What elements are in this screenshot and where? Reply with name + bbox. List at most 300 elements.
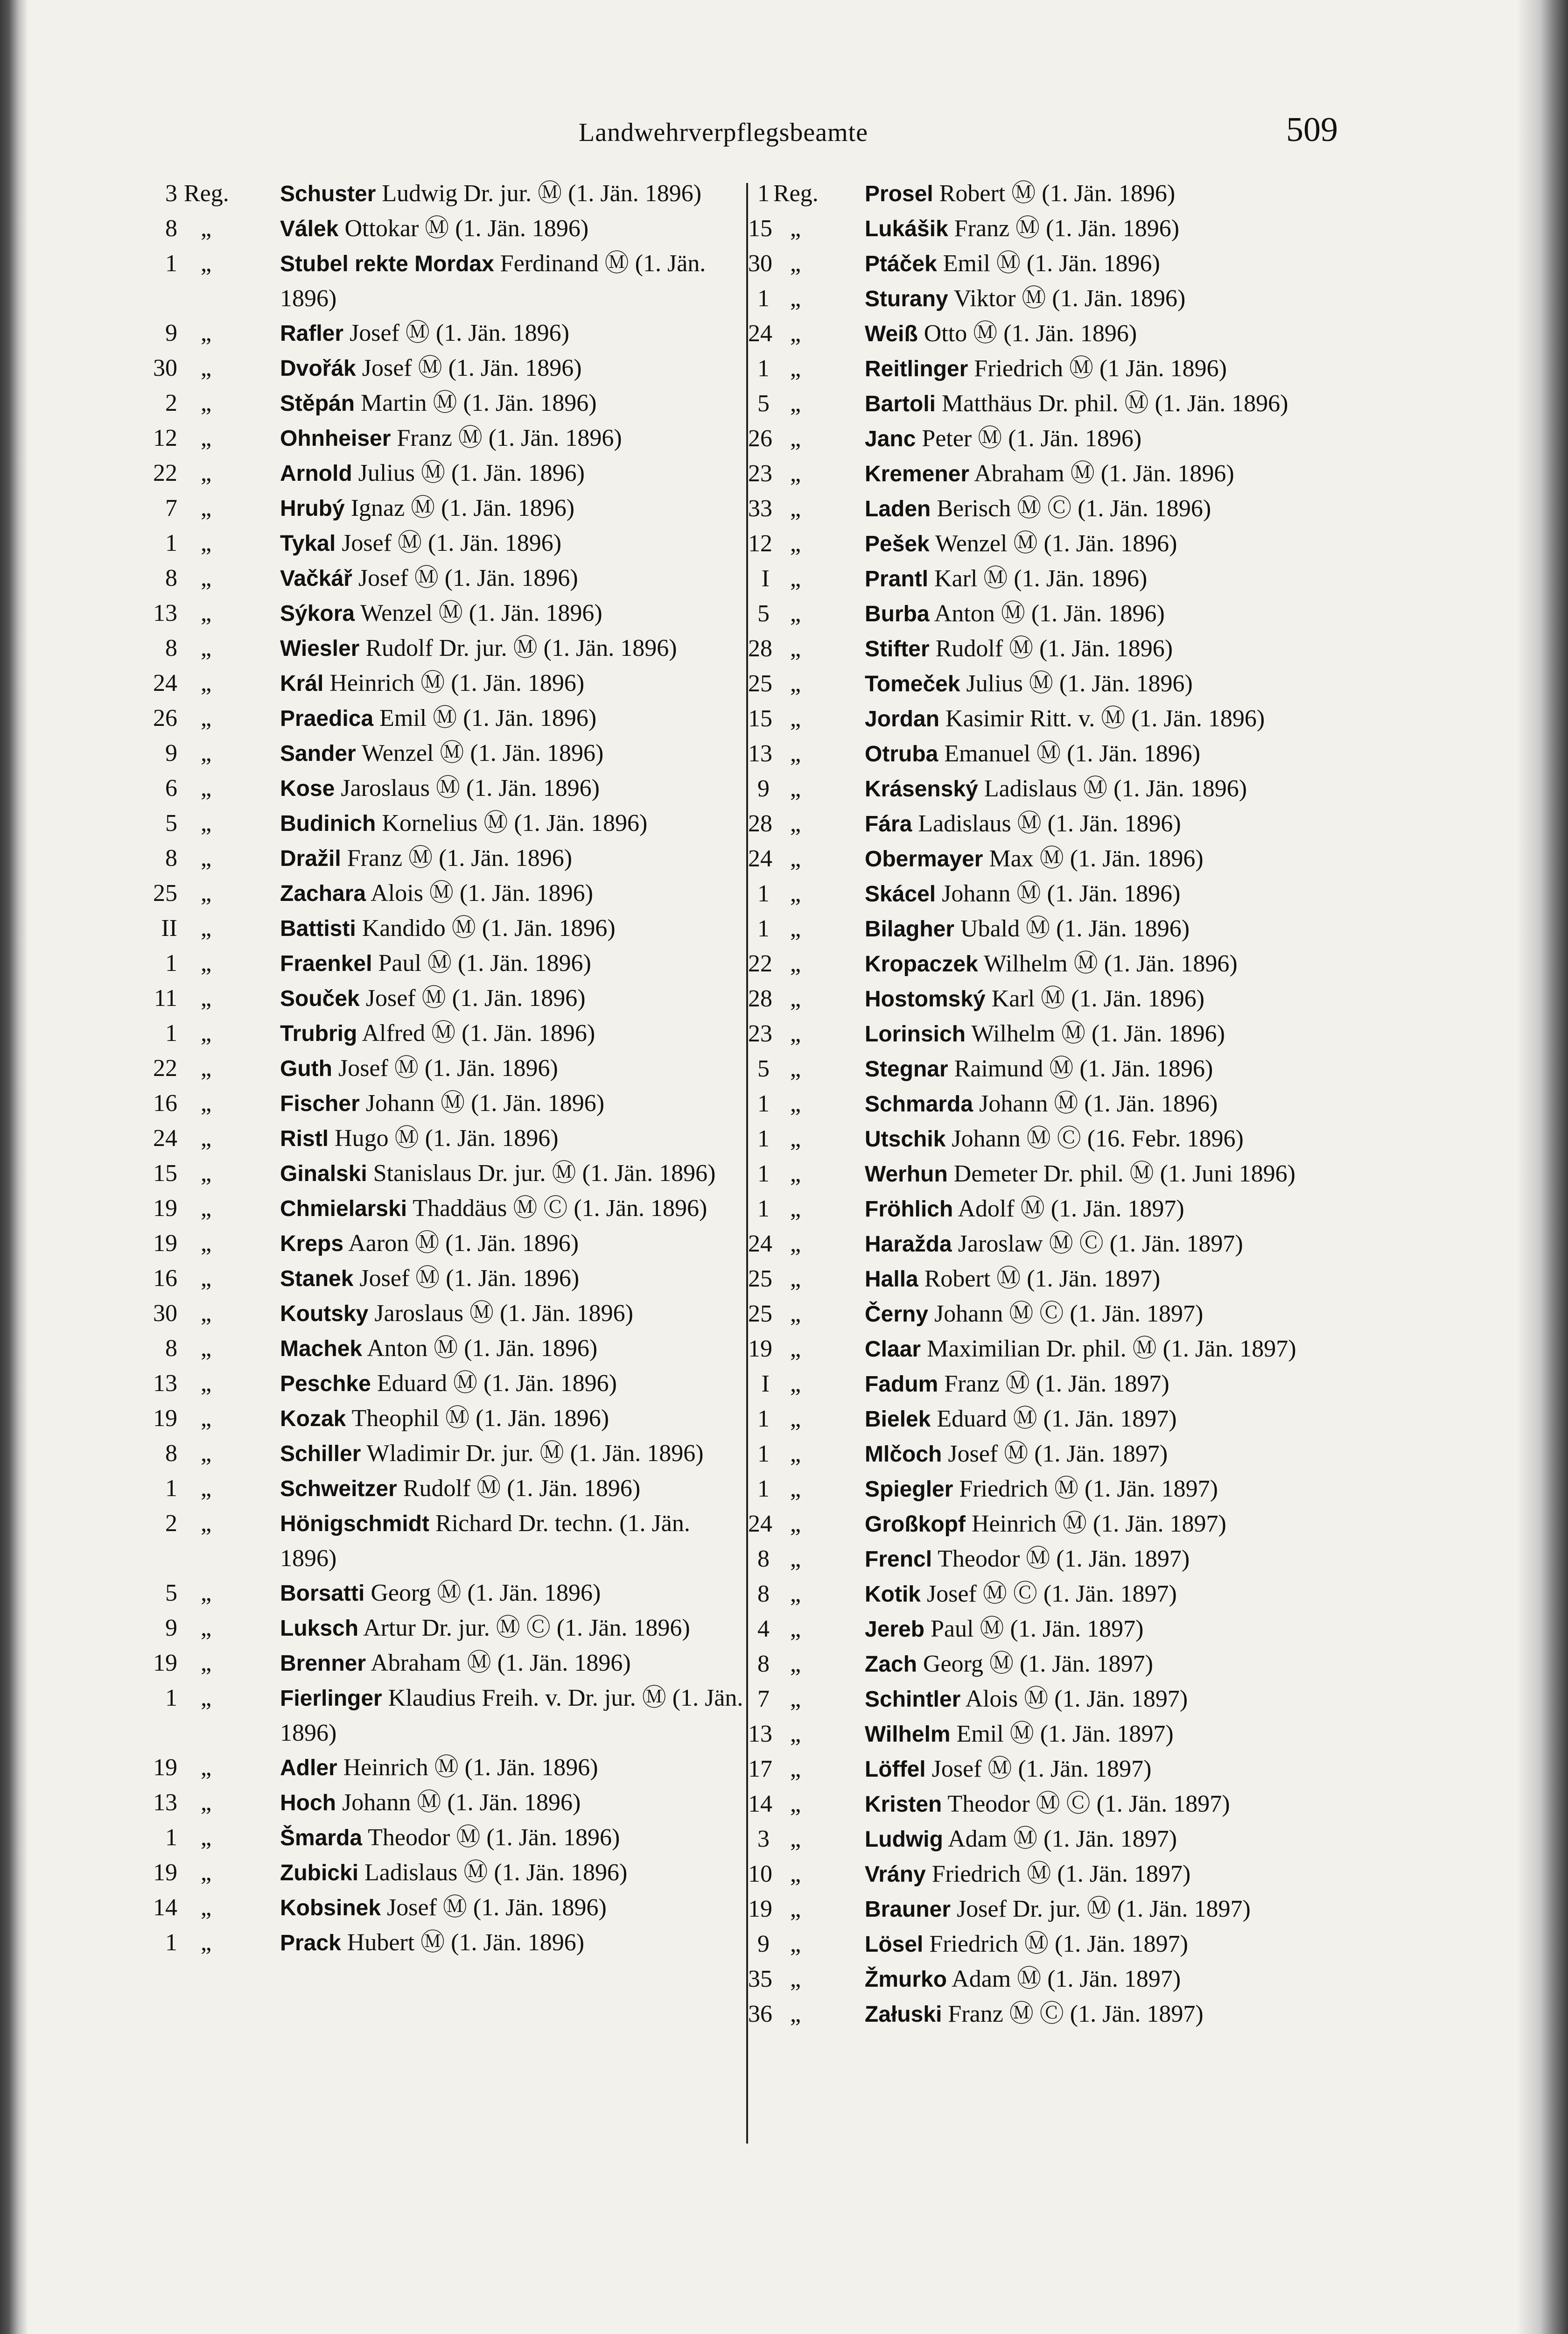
entry-text	[865, 1857, 1350, 1892]
regiment-number: 1	[757, 1406, 770, 1432]
regiment-number: 30	[153, 355, 177, 381]
entry-text	[865, 1262, 1350, 1297]
list-item	[145, 176, 751, 211]
surname: Battisti	[280, 916, 356, 941]
surname: Stegnar	[865, 1057, 948, 1082]
entry-details: Johann Ⓜ (1. Jän. 1896)	[342, 1789, 581, 1816]
list-item	[748, 1962, 1355, 1997]
list-item	[145, 526, 751, 561]
surname: Schweitzer	[280, 1476, 397, 1501]
surname: Ristl	[280, 1126, 329, 1151]
regiment-label: „	[790, 1125, 801, 1152]
regiment-number: 13	[748, 740, 772, 767]
entry-details: Max Ⓜ (1. Jän. 1896)	[989, 845, 1204, 872]
regiment-label: „	[790, 1581, 801, 1607]
entry-details: Abraham Ⓜ (1. Jän. 1896)	[371, 1650, 631, 1676]
surname: Großkopf	[865, 1512, 966, 1537]
entry-text	[865, 1332, 1350, 1367]
regiment-label: „	[790, 810, 801, 837]
entry-details: Maximilian Dr. phil. Ⓜ (1. Jän. 1897)	[927, 1336, 1296, 1362]
entry-text	[280, 421, 751, 456]
regiment-label: „	[201, 1475, 212, 1502]
entry-text	[280, 1366, 751, 1401]
entry-details: Wilhelm Ⓜ (1. Jän. 1896)	[971, 1020, 1225, 1047]
regiment-label: „	[790, 285, 801, 312]
entry-details: Adam Ⓜ (1. Jän. 1897)	[948, 1826, 1177, 1852]
entry-text	[865, 1752, 1350, 1787]
list-item	[145, 1750, 751, 1786]
regiment-number: I	[761, 1371, 770, 1397]
regiment-number: 17	[748, 1756, 772, 1782]
entry-text	[280, 351, 751, 386]
regiment-label: „	[201, 985, 212, 1012]
entry-text	[280, 1156, 751, 1191]
entry-text	[280, 176, 751, 211]
surname: Weiß	[865, 322, 918, 346]
surname: Zachara	[280, 881, 366, 906]
surname: Hoch	[280, 1791, 336, 1815]
surname: Hrubý	[280, 496, 345, 521]
entry-text	[865, 1017, 1350, 1052]
entry-details: Alois Ⓜ (1. Jän. 1896)	[371, 880, 593, 907]
regiment-number: 9	[757, 1931, 770, 1957]
list-item	[748, 211, 1355, 246]
regiment-label: „	[201, 915, 212, 942]
regiment-label: „	[201, 390, 212, 416]
entry-details: Wenzel Ⓜ (1. Jän. 1896)	[360, 600, 602, 626]
entry-details: Kasimir Ritt. v. Ⓜ (1. Jän. 1896)	[945, 705, 1265, 732]
surname: Koutsky	[280, 1301, 369, 1326]
list-item	[145, 911, 751, 946]
list-item	[748, 176, 1355, 211]
surname: Fadum	[865, 1372, 938, 1397]
surname: Sander	[280, 741, 356, 766]
entry-details: Anton Ⓜ (1. Jän. 1896)	[367, 1335, 598, 1362]
entry-text	[865, 1052, 1350, 1087]
entry-text	[280, 1086, 751, 1121]
regiment-label: „	[201, 565, 212, 591]
entry-details: Josef Ⓜ (1. Jän. 1896)	[342, 530, 562, 556]
entry-details: Alois Ⓜ (1. Jän. 1897)	[965, 1686, 1188, 1712]
regiment-number: 1	[165, 530, 177, 556]
entry-text	[280, 1261, 751, 1296]
regiment-label: „	[790, 425, 801, 452]
list-item	[748, 982, 1355, 1017]
regiment-label: „	[790, 1511, 801, 1537]
entry-text	[280, 1681, 751, 1750]
entry-text	[865, 316, 1350, 352]
regiment-label: „	[790, 880, 801, 907]
regiment-number: 25	[748, 1265, 772, 1292]
entry-text	[865, 562, 1350, 597]
list-item	[748, 1752, 1355, 1787]
regiment-number: 33	[748, 495, 772, 522]
list-item	[145, 1471, 751, 1506]
regiment-label: „	[790, 460, 801, 487]
list-item	[748, 246, 1355, 281]
list-item	[748, 772, 1355, 807]
entry-text	[865, 246, 1350, 281]
entry-text	[280, 246, 751, 316]
entry-text	[865, 912, 1350, 947]
regiment-label: „	[201, 1615, 212, 1641]
entry-text	[865, 1227, 1350, 1262]
regiment-number: 8	[757, 1546, 770, 1572]
regiment-label: „	[201, 425, 212, 451]
entry-details: Raimund Ⓜ (1. Jän. 1896)	[954, 1055, 1213, 1082]
entry-text	[280, 946, 751, 981]
list-item	[145, 1226, 751, 1261]
list-item	[748, 807, 1355, 842]
list-item	[145, 1786, 751, 1821]
regiment-number: 9	[165, 1615, 177, 1641]
entry-text	[280, 316, 751, 351]
surname: Arnold	[280, 461, 352, 486]
surname: Prantl	[865, 567, 929, 591]
regiment-label: „	[201, 705, 212, 731]
entry-text	[280, 211, 751, 246]
regiment-number: 24	[748, 320, 772, 347]
regiment-label: „	[790, 1301, 801, 1327]
list-item	[748, 1857, 1355, 1892]
surname: Brenner	[280, 1651, 366, 1676]
regiment-number: 26	[153, 705, 177, 731]
surname: Zubicki	[280, 1861, 359, 1885]
entry-details: Matthäus Dr. phil. Ⓜ (1. Jän. 1896)	[942, 390, 1288, 417]
entry-text	[280, 1331, 751, 1366]
list-item	[145, 841, 751, 876]
list-item	[748, 1542, 1355, 1577]
entry-details: Josef Ⓜ (1. Jän. 1896)	[359, 1265, 580, 1292]
surname: Ohnheiser	[280, 426, 391, 451]
list-item	[748, 1122, 1355, 1157]
entry-text	[865, 1192, 1350, 1227]
surname: Lösel	[865, 1932, 924, 1957]
entry-details: Ignaz Ⓜ (1. Jän. 1896)	[350, 495, 575, 521]
entry-text	[865, 527, 1350, 562]
regiment-label: „	[201, 320, 212, 346]
scan-right-edge	[1517, 0, 1568, 2334]
regiment-label: „	[790, 670, 801, 697]
entry-text	[865, 1367, 1350, 1402]
surname: Kristen	[865, 1792, 942, 1817]
entry-text	[865, 1297, 1350, 1332]
entry-details: Emanuel Ⓜ (1. Jän. 1896)	[944, 740, 1201, 767]
surname: Ludwig	[865, 1827, 943, 1852]
entry-details: Richard Dr. techn. (1. Jän. 1896)	[280, 1510, 690, 1572]
regiment-number: 8	[165, 1335, 177, 1362]
surname: Utschik	[865, 1127, 946, 1152]
surname: Ginalski	[280, 1161, 367, 1186]
regiment-label: „	[201, 1440, 212, 1467]
regiment-number: 19	[153, 1230, 177, 1257]
entry-text	[280, 911, 751, 946]
list-item	[748, 1367, 1355, 1402]
surname: Schuster	[280, 182, 376, 206]
regiment-label: „	[201, 1894, 212, 1921]
entry-details: Martin Ⓜ (1. Jän. 1896)	[361, 390, 597, 416]
regiment-number: 1	[165, 1685, 177, 1711]
surname: Krásenský	[865, 777, 978, 801]
entry-text	[280, 1471, 751, 1506]
regiment-label: „	[201, 1859, 212, 1886]
entry-details: Klaudius Freih. v. Dr. jur. Ⓜ (1. Jän. 1896)	[280, 1685, 743, 1746]
entry-details: Johann Ⓜ (1. Jän. 1896)	[942, 880, 1181, 907]
entry-details: Jaroslaus Ⓜ (1. Jän. 1896)	[341, 775, 600, 801]
regiment-number: 1	[165, 950, 177, 977]
entry-details: Ladislaus Ⓜ (1. Jän. 1896)	[918, 810, 1181, 837]
entry-text	[865, 176, 1350, 211]
list-item	[145, 1401, 751, 1436]
regiment-label: „	[201, 1020, 212, 1047]
entry-details: Aaron Ⓜ (1. Jän. 1896)	[348, 1230, 579, 1257]
regiment-label: „	[201, 1090, 212, 1117]
surname: Stanek	[280, 1266, 354, 1291]
list-item	[145, 1051, 751, 1086]
entry-text	[280, 1786, 751, 1821]
regiment-label: „	[201, 1055, 212, 1082]
regiment-number: 22	[748, 950, 772, 977]
entry-details: Peter Ⓜ (1. Jän. 1896)	[922, 425, 1142, 452]
regiment-label: „	[790, 1826, 801, 1852]
surname: Mlčoch	[865, 1442, 942, 1467]
regiment-label: „	[790, 915, 801, 942]
surname: Stubel rekte Mordax	[280, 252, 494, 276]
surname: Wilhelm	[865, 1722, 951, 1747]
entry-text	[865, 947, 1350, 982]
list-item	[145, 491, 751, 526]
surname: Janc	[865, 427, 916, 451]
regiment-label: „	[790, 1931, 801, 1957]
list-item	[145, 316, 751, 351]
list-item	[748, 562, 1355, 597]
surname: Kozak	[280, 1406, 346, 1431]
list-item	[145, 946, 751, 981]
regiment-number: 5	[165, 810, 177, 837]
entry-details: Adolf Ⓜ (1. Jän. 1897)	[958, 1195, 1184, 1222]
entry-details: Rudolf Dr. jur. Ⓜ (1. Jän. 1896)	[365, 635, 677, 661]
list-item	[145, 1296, 751, 1331]
regiment-label: „	[201, 775, 212, 801]
regiment-label: „	[201, 1754, 212, 1781]
surname: Sýkora	[280, 601, 355, 626]
surname: Borsatti	[280, 1581, 365, 1606]
surname: Werhun	[865, 1162, 948, 1187]
regiment-label: „	[790, 1160, 801, 1187]
surname: Tykal	[280, 531, 336, 556]
regiment-label: „	[790, 355, 801, 382]
regiment-label: „	[201, 810, 212, 837]
entry-text	[865, 211, 1350, 246]
list-item	[145, 1331, 751, 1366]
regiment-number: 23	[748, 460, 772, 487]
regiment-number: 7	[757, 1686, 770, 1712]
entry-details: Paul Ⓜ (1. Jän. 1897)	[931, 1616, 1144, 1642]
regiment-label: „	[201, 355, 212, 381]
regiment-label: „	[790, 775, 801, 802]
surname: Vačkář	[280, 566, 352, 591]
entry-text	[280, 1926, 751, 1961]
surname: Kose	[280, 776, 335, 801]
entry-details: Franz Ⓜ (1. Jän. 1896)	[347, 845, 573, 872]
entry-text	[865, 1892, 1350, 1927]
regiment-label: „	[790, 1406, 801, 1432]
list-item	[145, 1191, 751, 1226]
entry-details: Robert Ⓜ (1. Jän. 1896)	[939, 180, 1176, 207]
entry-details: Ladislaus Ⓜ (1. Jän. 1896)	[364, 1859, 628, 1886]
list-item	[748, 842, 1355, 877]
regiment-number: 9	[757, 775, 770, 802]
surname: Fierlinger	[280, 1686, 382, 1711]
regiment-label: „	[790, 1896, 801, 1922]
surname: Zach	[865, 1652, 917, 1677]
regiment-number: 14	[748, 1791, 772, 1817]
entry-details: Franz Ⓜ Ⓒ (1. Jän. 1897)	[948, 2001, 1204, 2027]
regiment-number: 8	[757, 1581, 770, 1607]
regiment-number: 19	[153, 1859, 177, 1886]
entry-details: Berisch Ⓜ Ⓒ (1. Jän. 1896)	[937, 495, 1211, 522]
regiment-number: 4	[757, 1616, 770, 1642]
surname: Haražda	[865, 1232, 952, 1257]
regiment-number: 28	[748, 985, 772, 1012]
list-item	[748, 737, 1355, 772]
regiment-number: 1	[757, 285, 770, 312]
regiment-number: 1	[165, 1475, 177, 1502]
entry-text	[865, 1087, 1350, 1122]
list-item	[748, 1192, 1355, 1227]
surname: Lorinsich	[865, 1022, 966, 1047]
entry-details: Josef Ⓜ (1. Jän. 1896)	[358, 565, 578, 591]
entry-details: Adam Ⓜ (1. Jän. 1897)	[952, 1966, 1181, 1992]
entry-text	[865, 281, 1350, 316]
regiment-label: „	[790, 600, 801, 627]
surname: Fischer	[280, 1091, 360, 1116]
list-item	[145, 1156, 751, 1191]
entry-text	[280, 1611, 751, 1646]
surname: Bilagher	[865, 917, 955, 942]
entry-details: Demeter Dr. phil. Ⓜ (1. Juni 1896)	[953, 1160, 1295, 1187]
regiment-label: „	[790, 2001, 801, 2027]
entry-text	[865, 422, 1350, 457]
regiment-number: 19	[748, 1896, 772, 1922]
regiment-number: 24	[153, 670, 177, 696]
entry-text	[865, 1612, 1350, 1647]
entry-text	[280, 561, 751, 596]
entry-details: Wenzel Ⓜ (1. Jän. 1896)	[935, 530, 1177, 557]
regiment-number: 13	[748, 1721, 772, 1747]
entry-text	[865, 982, 1350, 1017]
regiment-label: „	[790, 635, 801, 662]
regiment-number: 1	[757, 355, 770, 382]
entry-text	[280, 631, 751, 666]
page-number: 509	[1286, 111, 1338, 149]
entry-text	[865, 457, 1350, 492]
entry-text	[280, 666, 751, 701]
entry-text	[865, 1577, 1350, 1612]
regiment-number: 8	[165, 565, 177, 591]
entry-text	[865, 1402, 1350, 1437]
entry-details: Julius Ⓜ (1. Jän. 1896)	[358, 460, 585, 486]
surname: Prosel	[865, 182, 933, 206]
list-item	[145, 666, 751, 701]
entry-text	[280, 1191, 751, 1226]
entry-details: Franz Ⓜ (1. Jän. 1897)	[944, 1371, 1169, 1397]
entry-text	[280, 736, 751, 771]
left-column	[145, 176, 751, 1961]
entry-details: Franz Ⓜ (1. Jän. 1896)	[954, 215, 1180, 242]
entry-details: Rudolf Ⓜ (1. Jän. 1896)	[935, 635, 1173, 662]
surname: Obermayer	[865, 847, 983, 872]
regiment-label: „	[201, 1685, 212, 1711]
regiment-number: 26	[748, 425, 772, 452]
list-item	[145, 701, 751, 736]
entry-details: Josef Ⓜ (1. Jän. 1896)	[387, 1894, 607, 1921]
surname: Laden	[865, 497, 931, 521]
entry-text	[280, 386, 751, 421]
list-item	[748, 1157, 1355, 1192]
entry-text	[865, 387, 1350, 422]
entry-text	[865, 1822, 1350, 1857]
regiment-label: „	[790, 1336, 801, 1362]
regiment-label: „	[201, 1125, 212, 1152]
list-item	[748, 1297, 1355, 1332]
list-item	[748, 422, 1355, 457]
regiment-label: „	[790, 565, 801, 592]
entry-details: Josef Ⓜ (1. Jän. 1896)	[362, 355, 582, 381]
regiment-label: „	[201, 600, 212, 626]
list-item	[748, 281, 1355, 316]
list-item	[748, 1507, 1355, 1542]
regiment-label: „	[201, 530, 212, 556]
list-item	[748, 947, 1355, 982]
entry-details: Johann Ⓜ (1. Jän. 1896)	[979, 1090, 1218, 1117]
regiment-label: „	[790, 1756, 801, 1782]
entry-text	[865, 1927, 1350, 1962]
list-item	[145, 736, 751, 771]
entry-text	[280, 1401, 751, 1436]
entry-details: Friedrich Ⓜ (1. Jän. 1897)	[931, 1861, 1191, 1887]
entry-text	[280, 1296, 751, 1331]
surname: Budinich	[280, 811, 376, 836]
entry-details: Thaddäus Ⓜ Ⓒ (1. Jän. 1896)	[413, 1195, 707, 1222]
entry-details: Abraham Ⓜ (1. Jän. 1896)	[974, 460, 1234, 487]
surname: Souček	[280, 986, 360, 1011]
regiment-label: „	[201, 1789, 212, 1816]
entry-text	[865, 842, 1350, 877]
entry-details: Emil Ⓜ (1. Jän. 1896)	[943, 250, 1160, 277]
list-item	[748, 597, 1355, 632]
surname: Prack	[280, 1931, 341, 1955]
entry-text	[865, 632, 1350, 667]
regiment-number: 1	[757, 880, 770, 907]
entry-text	[865, 352, 1350, 387]
surname: Frencl	[865, 1547, 932, 1572]
regiment-number: 1	[165, 1020, 177, 1047]
list-item	[145, 876, 751, 911]
regiment-label: „	[201, 1824, 212, 1851]
list-item	[145, 561, 751, 596]
regiment-label: „	[201, 880, 212, 907]
list-item	[748, 1717, 1355, 1752]
regiment-label: „	[790, 1371, 801, 1397]
regiment-number: 1	[757, 1160, 770, 1187]
regiment-number: 5	[757, 1055, 770, 1082]
surname: Šmarda	[280, 1826, 363, 1850]
regiment-number: 2	[165, 1510, 177, 1537]
entry-details: Karl Ⓜ (1. Jän. 1896)	[934, 565, 1148, 592]
list-item	[748, 1997, 1355, 2032]
surname: Stifter	[865, 637, 930, 661]
